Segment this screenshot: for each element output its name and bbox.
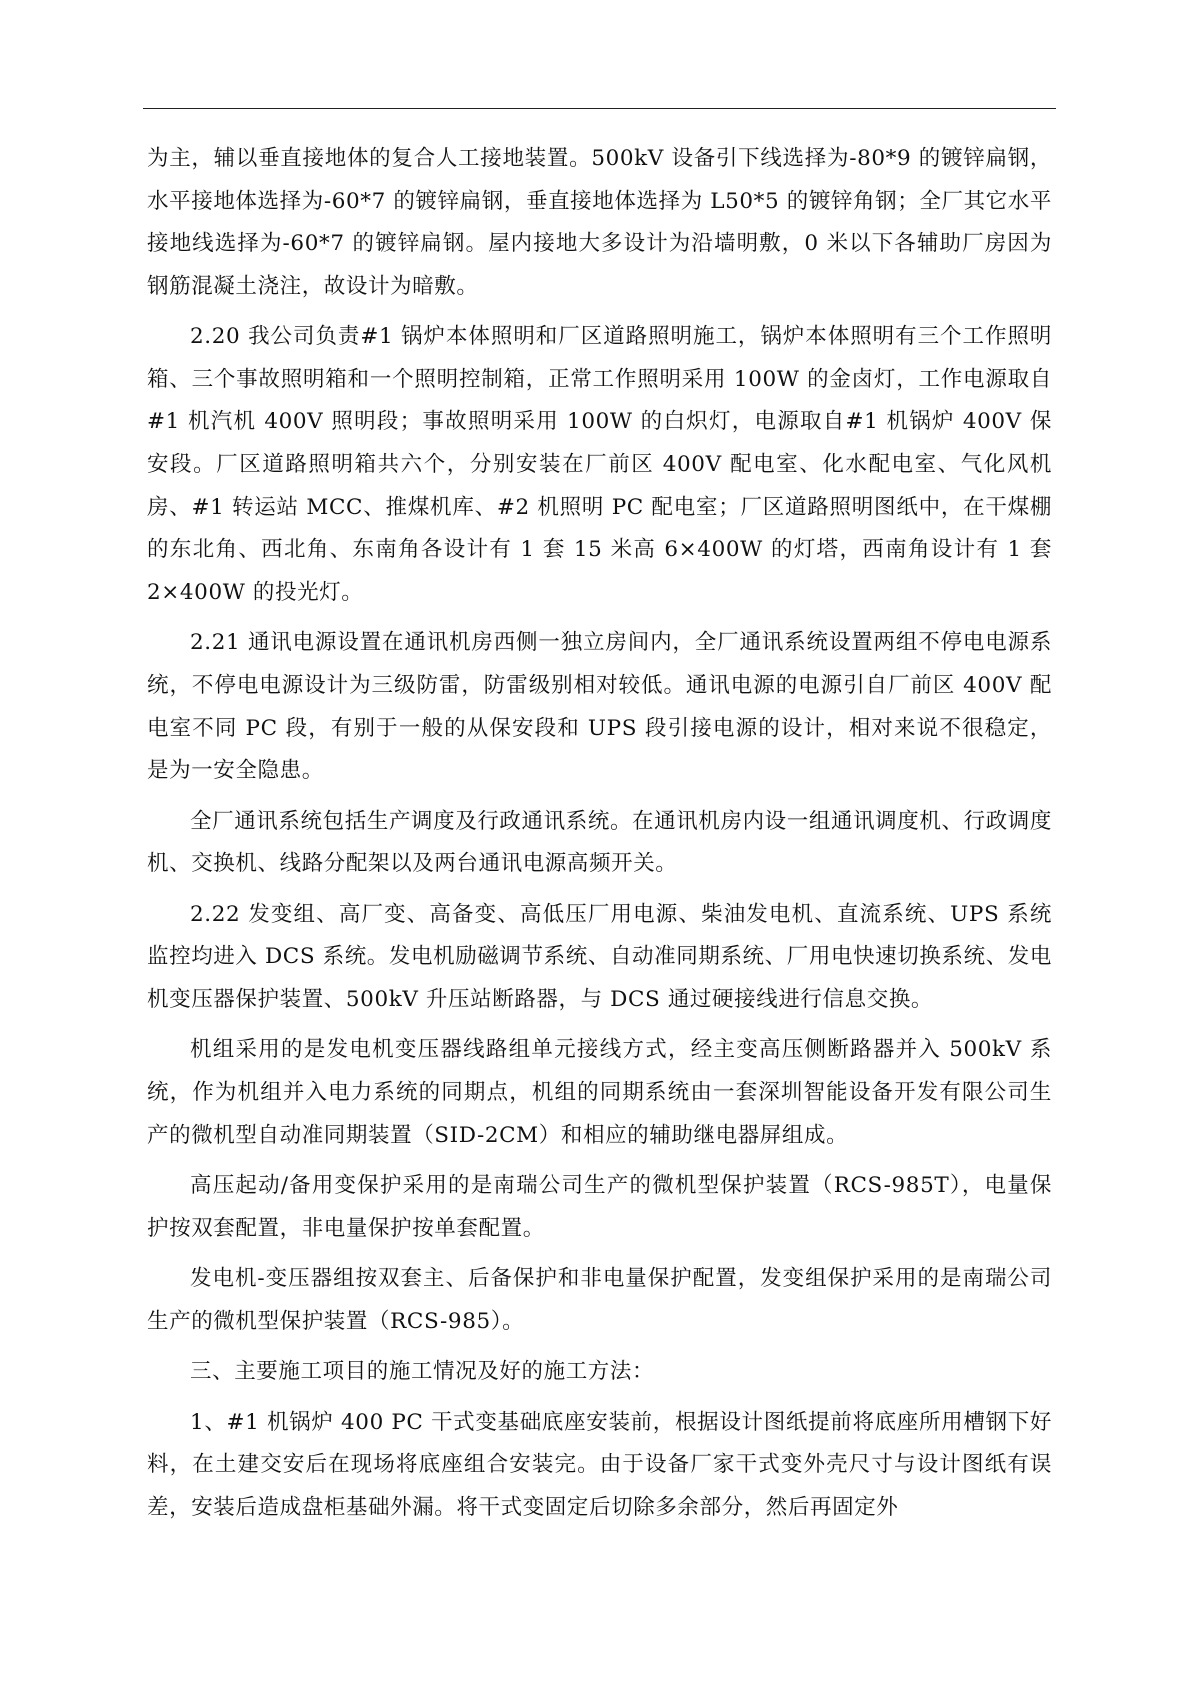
paragraph-communication-system: 全厂通讯系统包括生产调度及行政通讯系统。在通讯机房内设一组通讯调度机、行政调度机、交换机、线路分配架以及两台通讯电源高频开关。: [147, 808, 1052, 877]
paragraph-2-20-lighting: 2.20 我公司负责#1 锅炉本体照明和厂区道路照明施工，锅炉本体照明有三个工作照明箱、三个事故照明箱和一个照明控制箱，正常工作照明采用 100W 的金卤灯，工作电源取自#1 机汽机 400V 照明段；事故照明采用 100W 的白炽灯，电源取自#1 机锅炉 400V 保安段。厂区道路照明箱共六个，分别安装在厂前区 400V 配电室、化水配电室、气化风机房、#1 转运站 MCC、推煤机库、#2 机照明 PC 配电室；厂区道路照明图纸中，在干煤棚的东北角、西北角、东南角各设计有 1 套 15 米高 6×400W 的灯塔，西南角设计有 1 套 2×400W 的投光灯。: [147, 324, 1052, 605]
paragraph-2-21-communication-power: 2.21 通讯电源设置在通讯机房西侧一独立房间内，全厂通讯系统设置两组不停电电源系统，不停电电源设计为三级防雷，防雷级别相对较低。通讯电源的电源引自厂前区 400V 配电室不同 PC 段，有别于一般的从保安段和 UPS 段引接电源的设计，相对来说不很稳定，是为一安全隐患。: [147, 630, 1052, 784]
body-text: [147, 138, 1052, 1537]
section-heading-construction-methods: 三、主要施工项目的施工情况及好的施工方法：: [190, 1359, 655, 1385]
paragraph-synchronization-system: 机组采用的是发电机变压器线路组单元接线方式，经主变高压侧断路器并入 500kV 系统，作为机组并入电力系统的同期点，机组的同期系统由一套深圳智能设备开发有限公司生产的微机型自动准同期装置（SID-2CM）和相应的辅助继电器屏组成。: [147, 1037, 1052, 1148]
paragraph-grounding-continued: 为主，辅以垂直接地体的复合人工接地装置。500kV 设备引下线选择为-80*9 的镀锌扁钢，水平接地体选择为-60*7 的镀锌扁钢，垂直接地体选择为 L50*5 的镀锌角钢；全厂其它水平接地线选择为-60*7 的镀锌扁钢。屋内接地大多设计为沿墙明敷，0 米以下各辅助厂房因为钢筋混凝土浇注，故设计为暗敷。: [147, 146, 1052, 299]
paragraph-item-1-dry-transformer-base: 1、#1 机锅炉 400 PC 干式变基础底座安装前，根据设计图纸提前将底座所用槽钢下好料，在土建交安后在现场将底座组合安装完。由于设备厂家干式变外壳尺寸与设计图纸有误差，安装后造成盘柜基础外漏。将干式变固定后切除多余部分，然后再固定外: [147, 1409, 1052, 1520]
header-rule: [143, 108, 1056, 109]
paragraph-generator-transformer-protection: 发电机-变压器组按双套主、后备保护和非电量保护配置，发变组保护采用的是南瑞公司生产的微机型保护装置（RCS-985）。: [147, 1266, 1052, 1334]
paragraph-standby-transformer-protection: 高压起动/备用变保护采用的是南瑞公司生产的微机型保护装置（RCS-985T），电量保护按双套配置，非电量保护按单套配置。: [147, 1173, 1052, 1241]
paragraph-2-22-dcs-monitoring: 2.22 发变组、高厂变、高备变、高低压厂用电源、柴油发电机、直流系统、UPS 系统监控均进入 DCS 系统。发电机励磁调节系统、自动准同期系统、厂用电快速切换系统、发电机变压器保护装置、500kV 升压站断路器，与 DCS 通过硬接线进行信息交换。: [147, 901, 1052, 1012]
